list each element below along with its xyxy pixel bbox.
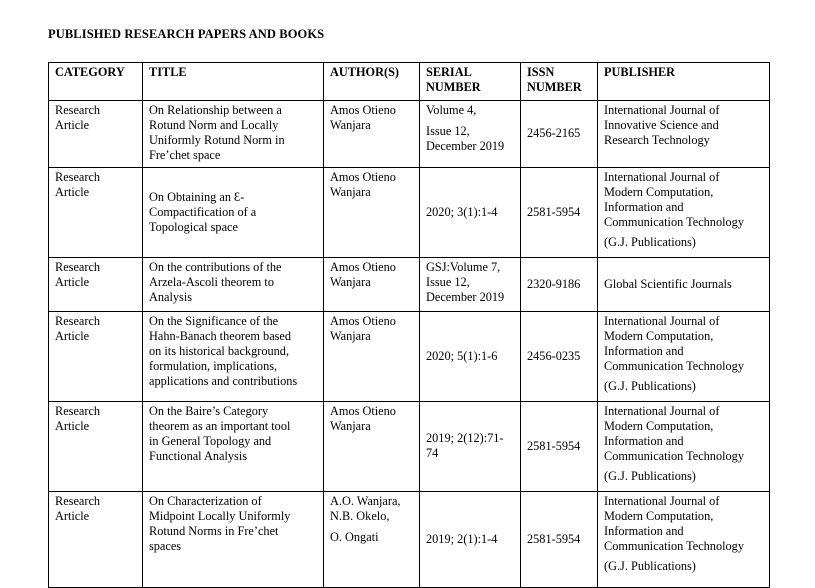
issn-text: 2456-2165	[527, 126, 581, 140]
author-text: Wanjara	[330, 419, 371, 433]
title-text: on its historical background,	[149, 344, 290, 358]
issn-cell	[521, 101, 598, 168]
category-text: Article	[55, 329, 90, 343]
serial-text: 2020; 5(1):1-6	[426, 348, 498, 363]
title-text: On the Baire’s Category	[149, 404, 269, 418]
serial-text: 74	[426, 446, 439, 460]
author-text: Wanjara	[330, 118, 371, 132]
category-cell	[49, 258, 143, 312]
header-issn-line-1: ISSN	[527, 65, 555, 79]
authors-cell	[324, 402, 420, 492]
title-cell	[143, 312, 324, 402]
title-text: Compactification of a	[149, 204, 257, 219]
publisher-text: (G.J. Publications)	[604, 559, 696, 573]
publisher-text: Communication Technology	[604, 215, 744, 229]
publisher-text: Global Scientific Journals	[604, 276, 732, 291]
publisher-text: Information and	[604, 200, 684, 214]
issn-cell	[521, 492, 598, 588]
publisher-text: Communication Technology	[604, 449, 744, 463]
publisher-text: Communication Technology	[604, 359, 744, 373]
publisher-text: International Journal of	[604, 404, 720, 418]
title-text: Topological space	[149, 219, 238, 234]
publications-table	[48, 62, 770, 588]
title-text: Hahn-Banach theorem based	[149, 329, 292, 343]
publisher-text: Modern Computation,	[604, 419, 714, 433]
issn-cell	[521, 258, 598, 312]
category-text: Article	[55, 118, 90, 132]
table-row	[49, 101, 770, 168]
publisher-text: International Journal of	[604, 494, 720, 508]
title-text: applications and contributions	[149, 374, 298, 388]
table-row	[49, 312, 770, 402]
author-text: Amos Otieno	[330, 404, 396, 418]
issn-text: 2581-5954	[527, 204, 581, 219]
authors-cell	[324, 168, 420, 258]
category-text: Research	[55, 260, 101, 274]
publisher-text: Information and	[604, 524, 684, 538]
publisher-text: Information and	[604, 344, 684, 358]
title-text: in General Topology and	[149, 434, 272, 448]
title-text: On the Significance of the	[149, 314, 279, 328]
category-text: Research	[55, 103, 101, 117]
publisher-cell	[598, 402, 770, 492]
publisher-text: (G.J. Publications)	[604, 469, 696, 483]
issn-text: 2456-0235	[527, 348, 581, 363]
author-text: Amos Otieno	[330, 170, 396, 184]
issn-cell	[521, 402, 598, 492]
author-text: Wanjara	[330, 275, 371, 289]
header-issn-line-2: NUMBER	[527, 80, 582, 94]
title-text: Rotund Norms in Fre’chet	[149, 524, 279, 538]
title-text: On Obtaining an Ɛ-	[149, 189, 245, 204]
publisher-cell	[598, 312, 770, 402]
publisher-text: Information and	[604, 434, 684, 448]
publisher-text: International Journal of	[604, 170, 720, 184]
table-row	[49, 258, 770, 312]
serial-text: Issue 12,	[426, 275, 470, 289]
author-text: Amos Otieno	[330, 103, 396, 117]
category-cell	[49, 492, 143, 588]
publisher-text: Modern Computation,	[604, 509, 714, 523]
serial-text: 2019; 2(1):1-4	[426, 531, 498, 546]
category-text: Research	[55, 170, 101, 184]
serial-number-cell	[420, 258, 521, 312]
title-text: spaces	[149, 539, 182, 553]
title-cell	[143, 402, 324, 492]
header-serial-line-2: NUMBER	[426, 80, 481, 94]
category-cell	[49, 101, 143, 168]
title-text: Rotund Norm and Locally	[149, 118, 279, 132]
issn-text: 2320-9186	[527, 276, 581, 291]
serial-text: GSJ:Volume 7,	[426, 260, 501, 274]
title-text: On the contributions of the	[149, 260, 282, 274]
category-cell	[49, 312, 143, 402]
issn-text: 2581-5954	[527, 531, 581, 546]
authors-cell	[324, 492, 420, 588]
serial-number-cell	[420, 101, 521, 168]
authors-cell	[324, 312, 420, 402]
title-text: Uniformly Rotund Norm in	[149, 133, 285, 147]
serial-text: December 2019	[426, 139, 505, 153]
table-row	[49, 168, 770, 258]
publisher-text: Innovative Science and	[604, 118, 719, 132]
author-text: Wanjara	[330, 329, 371, 343]
title-text: Analysis	[149, 290, 193, 304]
serial-number-cell	[420, 492, 521, 588]
publisher-text: Research Technology	[604, 133, 710, 147]
serial-number-cell	[420, 168, 521, 258]
category-text: Research	[55, 494, 101, 508]
publisher-cell	[598, 168, 770, 258]
publisher-text: International Journal of	[604, 314, 720, 328]
category-cell	[49, 168, 143, 258]
table-body	[49, 101, 770, 588]
category-text: Article	[55, 185, 90, 199]
issn-cell	[521, 312, 598, 402]
title-cell	[143, 492, 324, 588]
title-text: theorem as an important tool	[149, 419, 291, 433]
title-text: Midpoint Locally Uniformly	[149, 509, 291, 523]
title-text: Arzela-Ascoli theorem to	[149, 275, 274, 289]
author-text: O. Ongati	[330, 530, 379, 544]
authors-cell	[324, 258, 420, 312]
author-text: Amos Otieno	[330, 260, 396, 274]
serial-text: December 2019	[426, 290, 505, 304]
publisher-text: (G.J. Publications)	[604, 379, 696, 393]
serial-number-cell	[420, 402, 521, 492]
header-title: TITLE	[143, 63, 324, 101]
table-header-row	[49, 63, 770, 101]
title-cell	[143, 258, 324, 312]
author-text: N.B. Okelo,	[330, 509, 390, 523]
category-text: Article	[55, 509, 90, 523]
publisher-cell	[598, 492, 770, 588]
publisher-cell	[598, 101, 770, 168]
title-text: Functional Analysis	[149, 449, 248, 463]
title-cell	[143, 168, 324, 258]
serial-text: 2019; 2(12):71-	[426, 431, 504, 445]
header-issn-number	[521, 63, 598, 101]
serial-text: Volume 4,	[426, 103, 477, 117]
header-category: CATEGORY	[49, 63, 143, 101]
authors-cell	[324, 101, 420, 168]
publisher-cell	[598, 258, 770, 312]
header-publisher: PUBLISHER	[598, 63, 770, 101]
header-serial-number	[420, 63, 521, 101]
category-text: Article	[55, 419, 90, 433]
serial-text: Issue 12,	[426, 124, 470, 138]
title-text: On Relationship between a	[149, 103, 282, 117]
category-text: Research	[55, 404, 101, 418]
title-cell	[143, 101, 324, 168]
header-serial-line-1: SERIAL	[426, 65, 472, 79]
serial-text: 2020; 3(1):1-4	[426, 204, 498, 219]
title-text: formulation, implications,	[149, 359, 278, 373]
title-text: On Characterization of	[149, 494, 262, 508]
author-text: A.O. Wanjara,	[330, 494, 401, 508]
publisher-text: International Journal of	[604, 103, 720, 117]
header-authors: AUTHOR(S)	[324, 63, 420, 101]
issn-text: 2581-5954	[527, 438, 581, 453]
category-text: Research	[55, 314, 101, 328]
publisher-text: (G.J. Publications)	[604, 235, 696, 249]
serial-number-cell	[420, 312, 521, 402]
page-heading: PUBLISHED RESEARCH PAPERS AND BOOKS	[48, 27, 325, 41]
publisher-text: Communication Technology	[604, 539, 744, 553]
table-row	[49, 402, 770, 492]
author-text: Amos Otieno	[330, 314, 396, 328]
category-cell	[49, 402, 143, 492]
title-text: Fre’chet space	[149, 148, 221, 162]
issn-cell	[521, 168, 598, 258]
table-row	[49, 492, 770, 588]
author-text: Wanjara	[330, 185, 371, 199]
publisher-text: Modern Computation,	[604, 329, 714, 343]
publisher-text: Modern Computation,	[604, 185, 714, 199]
category-text: Article	[55, 275, 90, 289]
